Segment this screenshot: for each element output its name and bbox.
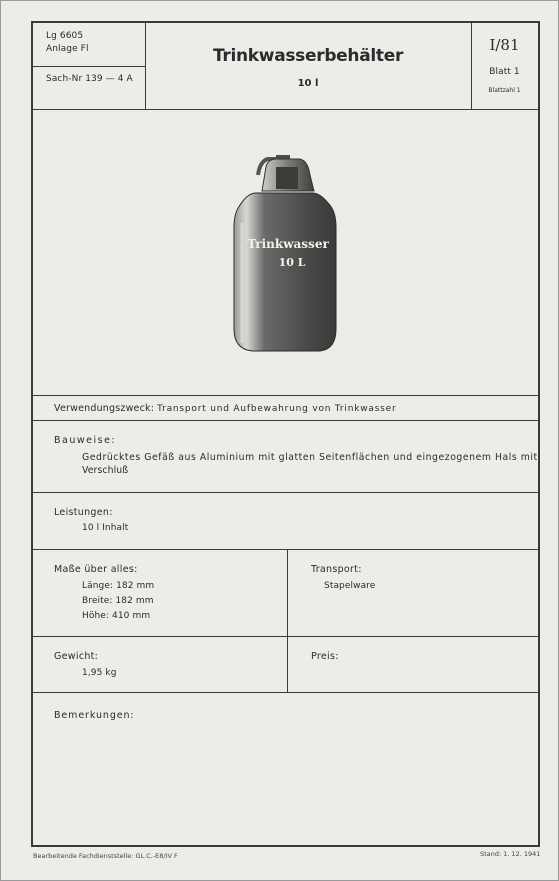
page-title: Trinkwasserbehälter [212, 46, 404, 66]
transport-value: Stapelware [324, 581, 376, 591]
footer-date: Stand: 1. 12. 1941 [480, 850, 541, 858]
verwendung-row [54, 403, 397, 414]
header-divider-left [145, 23, 146, 109]
bauweise-line1: Gedrücktes Gefäß aus Aluminium mit glatten Seitenflächen und eingezogenem Hals mit [82, 452, 538, 463]
gewicht-label: Gewicht: [54, 651, 99, 662]
bauweise-line2: Verschluß [82, 465, 129, 476]
blattzahl-label: Blattzahl 1 [488, 87, 521, 94]
sheet-number: I/81 [489, 36, 520, 54]
form-frame [31, 21, 540, 847]
verwendung-value: Transport und Aufbewahrung von Trinkwasser [157, 404, 397, 414]
gewicht-value: 1,95 kg [82, 668, 117, 678]
lg-number: Lg 6605 [46, 31, 84, 41]
masse-label: Maße über alles: [54, 564, 138, 575]
header-split-line [33, 66, 145, 67]
section-line-6 [33, 692, 538, 693]
masse-breite: Breite: 182 mm [82, 596, 154, 606]
section-line-3 [33, 492, 538, 493]
masse-laenge: Länge: 182 mm [82, 581, 155, 591]
masse-hoehe: Höhe: 410 mm [82, 611, 151, 621]
section-line-4 [33, 549, 538, 550]
column-divider [287, 549, 288, 692]
capacity-subtitle: 10 l [297, 78, 319, 89]
header-bottom-line [33, 109, 538, 110]
verwendung-label: Verwendungszweck: [54, 403, 155, 414]
blatt-label: Blatt 1 [489, 67, 520, 77]
bemerkungen-label: Bemerkungen: [54, 710, 135, 721]
leistungen-value: 10 l Inhalt [82, 523, 129, 533]
section-line-1 [33, 395, 538, 396]
sach-nr: Sach-Nr 139 — 4 A [46, 74, 133, 84]
canister-label-text: Trinkwasser [247, 237, 329, 251]
canister-image [228, 153, 343, 358]
anlage-label: Anlage Fl [46, 44, 89, 54]
transport-label: Transport: [311, 564, 362, 575]
bauweise-label: Bauweise: [54, 435, 117, 446]
section-line-2 [33, 420, 538, 421]
leistungen-label: Leistungen: [54, 507, 113, 518]
preis-label: Preis: [311, 651, 339, 662]
canister-label-capacity: 10 L [278, 256, 306, 269]
section-line-5 [33, 636, 538, 637]
canister-drawing [228, 153, 343, 358]
footer-department: Bearbeitende Fachdienststelle: GL.C.-E8/IV F [33, 852, 178, 860]
